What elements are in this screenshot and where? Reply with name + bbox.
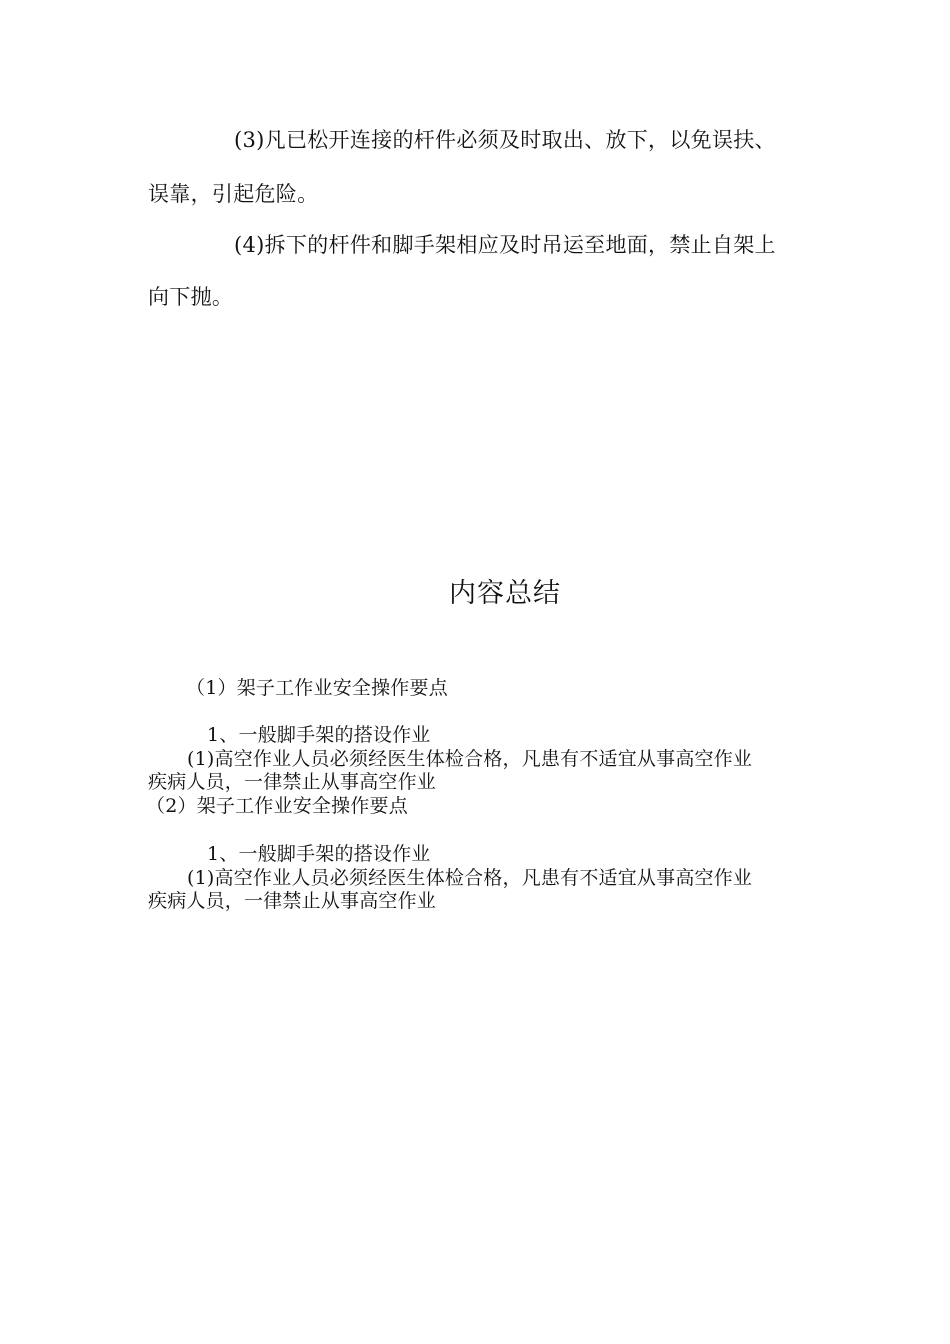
summary-block1-line-1: (1)高空作业人员必须经医生体检合格，凡患有不适宜从事高空作业 <box>187 748 753 770</box>
summary-block1-line-2: 疾病人员，一律禁止从事高空作业 <box>148 771 437 793</box>
summary-block2-subheading: 1、一般脚手架的搭设作业 <box>207 843 431 865</box>
paragraph-3-line-1: (3)凡已松开连接的杆件必须及时取出、放下，以免误扶、 <box>234 128 776 152</box>
paragraph-4-line-2: 向下抛。 <box>148 285 234 309</box>
summary-title: 内容总结 <box>449 578 561 609</box>
summary-block2-line-1: (1)高空作业人员必须经医生体检合格，凡患有不适宜从事高空作业 <box>187 867 753 889</box>
summary-block2-line-2: 疾病人员，一律禁止从事高空作业 <box>148 890 437 912</box>
paragraph-4-line-1: (4)拆下的杆件和脚手架相应及时吊运至地面，禁止自架上 <box>234 233 776 257</box>
summary-block1-subheading: 1、一般脚手架的搭设作业 <box>207 724 431 746</box>
summary-block1-heading: （1）架子工作业安全操作要点 <box>186 677 448 699</box>
summary-block2-heading: （2）架子工作业安全操作要点 <box>146 795 408 817</box>
paragraph-3-line-2: 误靠，引起危险。 <box>148 182 319 206</box>
